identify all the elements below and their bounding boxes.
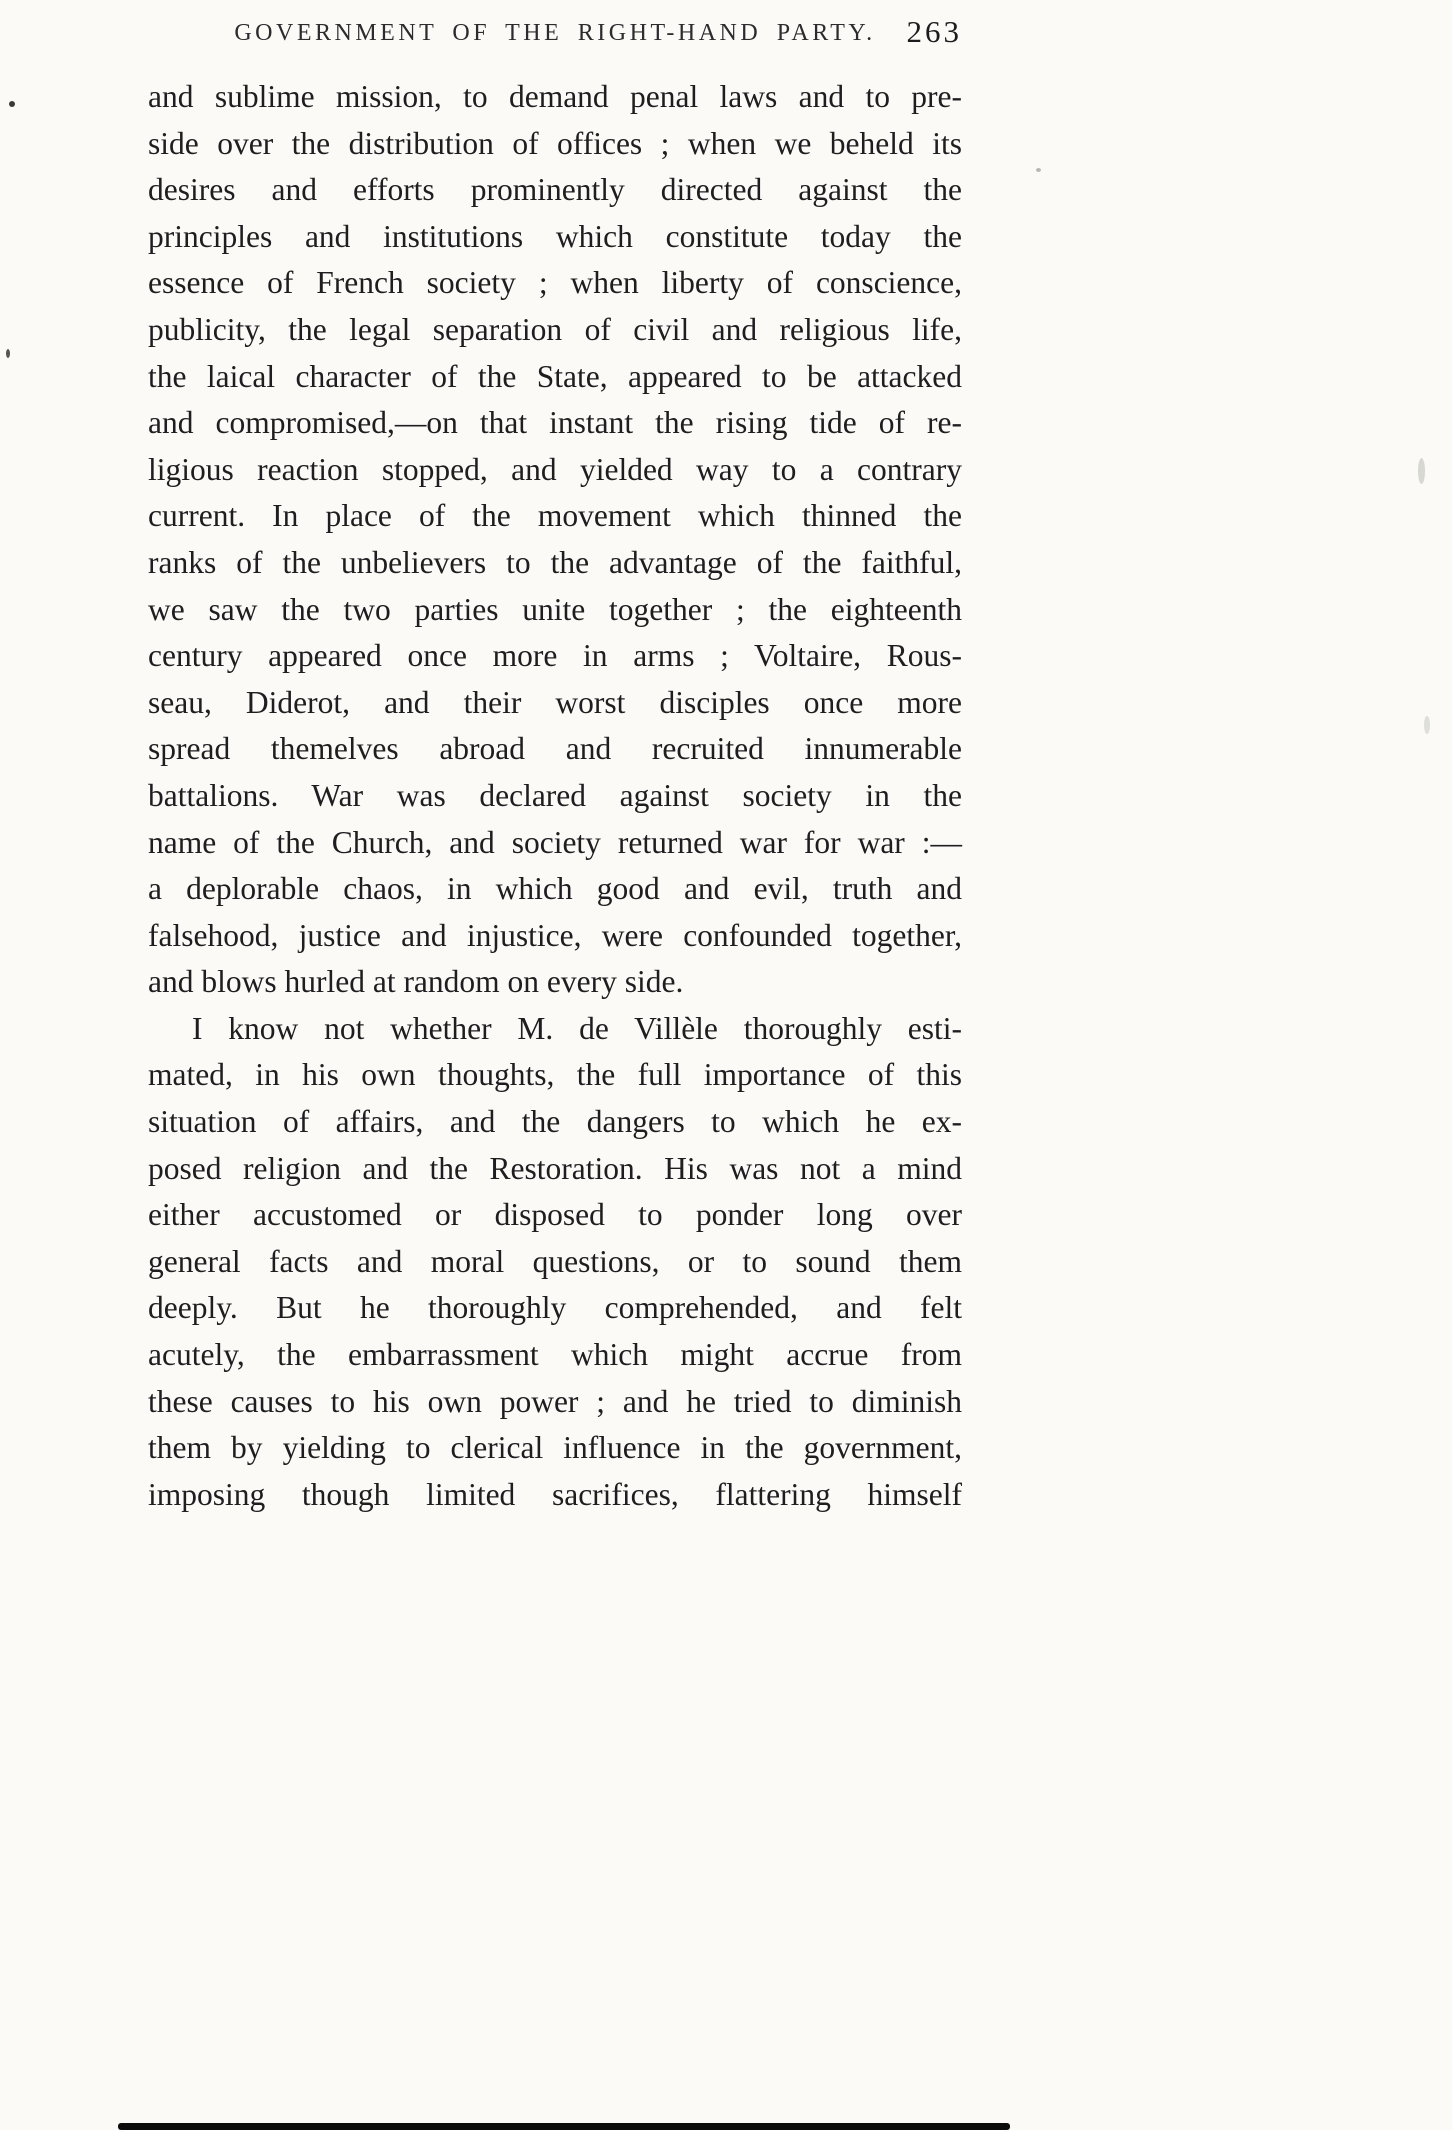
text-line: essence of French society ; when liberty of conscience,: [148, 265, 962, 301]
scan-smudge: [1424, 716, 1430, 734]
text-line: ligious reaction stopped, and yielded way to a contrary: [148, 451, 962, 487]
text-line: mated, in his own thoughts, the full importance of this: [148, 1057, 962, 1093]
text-line: ranks of the unbelievers to the advantage of the faithful,: [148, 544, 962, 580]
text-line: and sublime mission, to demand penal laws and to pre-: [148, 79, 962, 114]
text-line: side over the distribution of offices ; when we beheld its: [148, 125, 962, 161]
text-line: desires and efforts prominently directed against the: [148, 172, 962, 208]
text-line: deeply. But he thoroughly comprehended, and felt: [148, 1290, 962, 1326]
body-text: [148, 74, 962, 1518]
text-line: and compromised,—on that instant the rising tide of re-: [148, 405, 962, 441]
text-line: a deplorable chaos, in which good and evil, truth and: [148, 871, 962, 907]
text-line: them by yielding to clerical influence in the government,: [148, 1430, 962, 1466]
text-line: general facts and moral questions, or to sound them: [148, 1243, 962, 1279]
text-line: situation of affairs, and the dangers to which he ex-: [148, 1104, 962, 1140]
scan-speck: [9, 101, 15, 107]
text-line: name of the Church, and society returned war for war :—: [148, 824, 962, 860]
text-line: these causes to his own power ; and he tried to diminish: [148, 1383, 962, 1419]
text-line: I know not whether M. de Villèle thoroughly esti-: [192, 1010, 962, 1046]
text-line: and blows hurled at random on every side.: [148, 964, 684, 1000]
text-line: falsehood, justice and injustice, were confounded together,: [148, 917, 962, 953]
text-line: century appeared once more in arms ; Voltaire, Rous-: [148, 638, 962, 674]
scan-edge-artifact: [118, 2123, 1010, 2130]
text-line: the laical character of the State, appeared to be attacked: [148, 358, 962, 394]
scan-smudge: [1418, 458, 1425, 484]
text-line: posed religion and the Restoration. His was not a mind: [148, 1150, 962, 1186]
text-line: current. In place of the movement which thinned the: [148, 498, 962, 534]
text-line: principles and institutions which constitute today the: [148, 218, 962, 254]
text-line: imposing though limited sacrifices, flattering himself: [148, 1476, 962, 1512]
page-number: 263: [906, 14, 962, 49]
text-line: we saw the two parties unite together ; the eighteenth: [148, 591, 962, 627]
scan-speck: [1036, 168, 1041, 172]
text-line: either accustomed or disposed to ponder long over: [148, 1197, 962, 1233]
text-line: battalions. War was declared against society in the: [148, 777, 962, 813]
scan-speck: [6, 349, 10, 358]
text-line: publicity, the legal separation of civil and religious life,: [148, 311, 962, 347]
running-header: [148, 16, 962, 56]
text-line: acutely, the embarrassment which might accrue from: [148, 1337, 962, 1373]
text-line: seau, Diderot, and their worst disciples once more: [148, 684, 962, 720]
running-header-title: GOVERNMENT OF THE RIGHT-HAND PARTY.: [234, 20, 876, 46]
text-line: spread themelves abroad and recruited innumerable: [148, 731, 962, 767]
